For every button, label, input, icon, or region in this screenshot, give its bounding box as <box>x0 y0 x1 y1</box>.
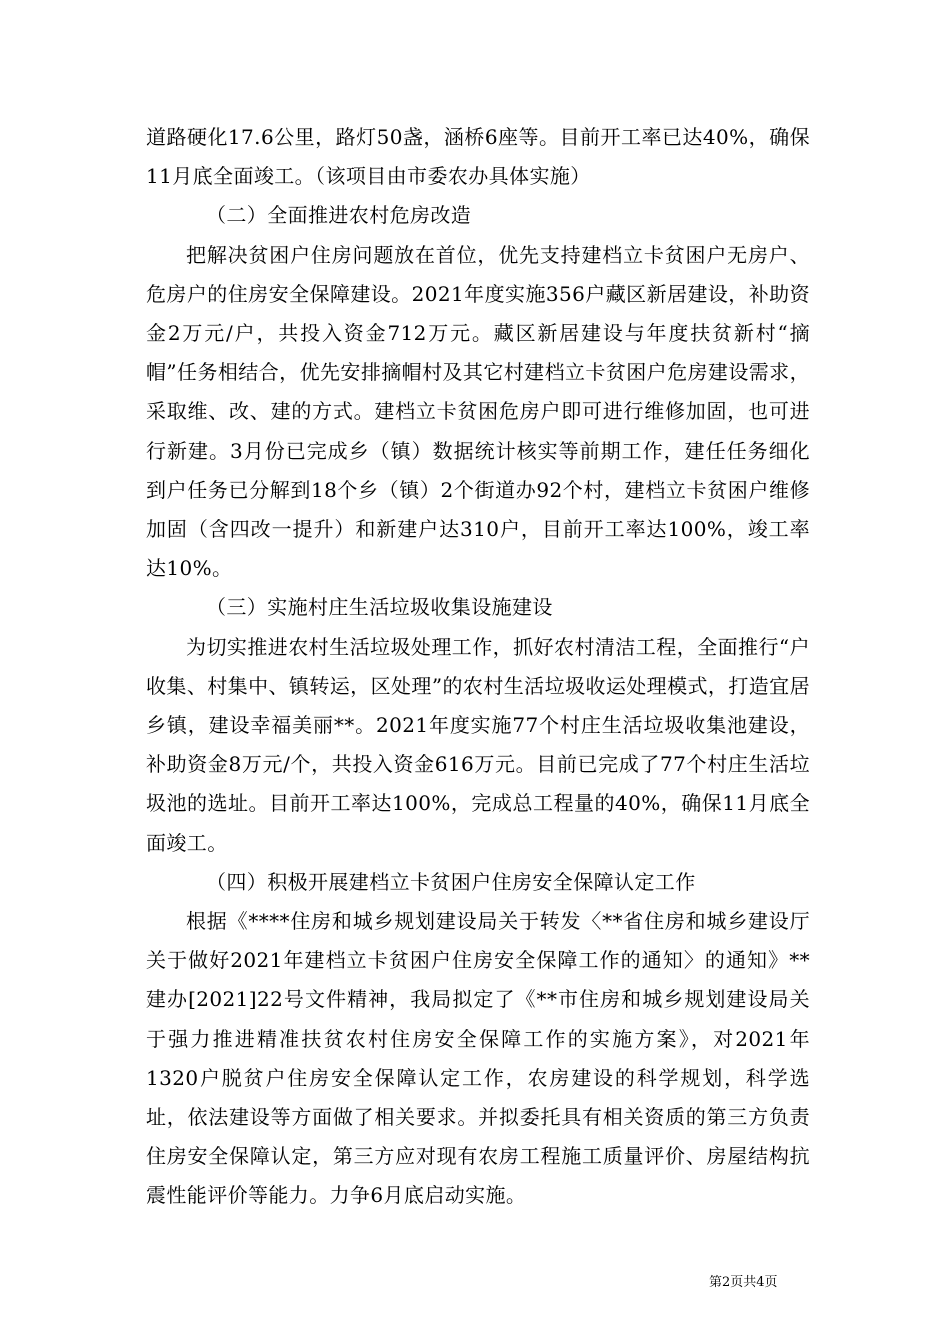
paragraph-housing-safety: 根据《****住房和城乡规划建设局关于转发〈**省住房和城乡建设厅关于做好2021年建档立卡贫困户住房安全保障工作的通知〉的通知》**建办[2021]22号文件精神，我局拟定了《**市住房和城乡规划建设局关于强力推进精准扶贫农村住房安全保障工作的实施方案》，对2021年1320户脱贫户住房安全保障认定工作，农房建设的科学规划，科学选址，依法建设等方面做了相关要求。并拟委托具有相关资质的第三方负责住房安全保障认定，第三方应对现有农房工程施工质量评价、房屋结构抗震性能评价等能力。力争6月底启动实施。 <box>146 909 810 1208</box>
document-body <box>146 118 810 1216</box>
paragraph-garbage-facilities: 为切实推进农村生活垃圾处理工作，抓好农村清洁工程，全面推行“户收集、村集中、镇转运，区处理”的农村生活垃圾收运处理模式，打造宜居乡镇，建设幸福美丽**。2021年度实施77个村庄生活垃圾收集池建设，补助资金8万元/个，共投入资金616万元。目前已完成了77个村庄生活垃圾池的选址。目前开工率达100%，完成总工程量的40%，确保11月底全面竣工。 <box>146 634 810 855</box>
paragraph-dangerous-housing: 把解决贫困户住房问题放在首位，优先支持建档立卡贫困户无房户、危房户的住房安全保障建设。2021年度实施356户藏区新居建设，补助资金2万元/户，共投入资金712万元。藏区新居建设与年度扶贫新村“摘帽”任务相结合，优先安排摘帽村及其它村建档立卡贫困户危房建设需求，采取维、改、建的方式。建档立卡贫困危房户即可进行维修加固，也可进行新建。3月份已完成乡（镇）数据统计核实等前期工作，建任任务细化到户任务已分解到18个乡（镇）2个街道办92个村，建档立卡贫困户维修加固（含四改一提升）和新建户达310户，目前开工率达100%，竣工率达10%。 <box>146 242 810 581</box>
section-heading-housing-safety: （四）积极开展建档立卡贫困户住房安全保障认定工作 <box>206 869 696 894</box>
page-number-footer: 第2页共4页 <box>709 1275 778 1290</box>
paragraph-road-hardening: 道路硬化17.6公里，路灯50盏，涵桥6座等。目前开工率已达40%，确保11月底全面竣工。（该项目由市委农办具体实施） <box>146 125 810 189</box>
section-heading-garbage-facilities: （三）实施村庄生活垃圾收集设施建设 <box>206 595 553 620</box>
section-heading-dangerous-housing: （二）全面推进农村危房改造 <box>206 203 472 228</box>
